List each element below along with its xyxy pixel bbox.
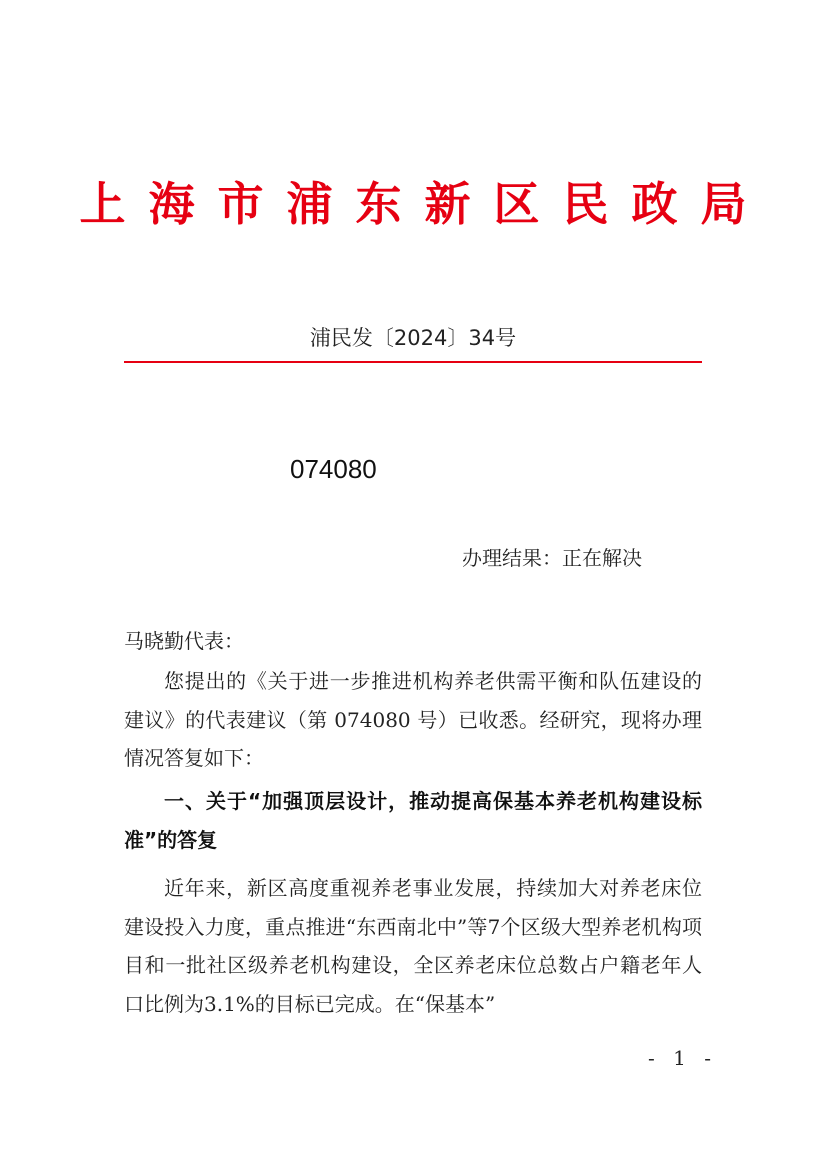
- page-number: - 1 -: [648, 1046, 717, 1070]
- agency-title: 上海市浦东新区民政局: [79, 177, 770, 231]
- document-number: 浦民发〔2024〕34号: [309, 326, 517, 350]
- red-divider-line: [124, 361, 702, 363]
- intro-paragraph: 您提出的《关于进一步推进机构养老供需平衡和队伍建设的建议》的代表建议（第 074080 号）已收悉。经研究，现将办理情况答复如下：: [124, 669, 702, 770]
- section-heading: 一、关于“加强顶层设计，推动提高保基本养老机构建设标准”的答复: [124, 789, 702, 852]
- salutation: 马晓勤代表：: [124, 629, 244, 653]
- handling-result: 办理结果：正在解决: [462, 546, 642, 570]
- section-body-paragraph: 近年来，新区高度重视养老事业发展，持续加大对养老床位建设投入力度，重点推进“东西南北中”等7个区级大型养老机构项目和一批社区级养老机构建设，全区养老床位总数占户籍老年人口比例为3.1%的目标已完成。在“保基本”: [124, 876, 702, 1016]
- proposal-code: 074080: [290, 454, 377, 484]
